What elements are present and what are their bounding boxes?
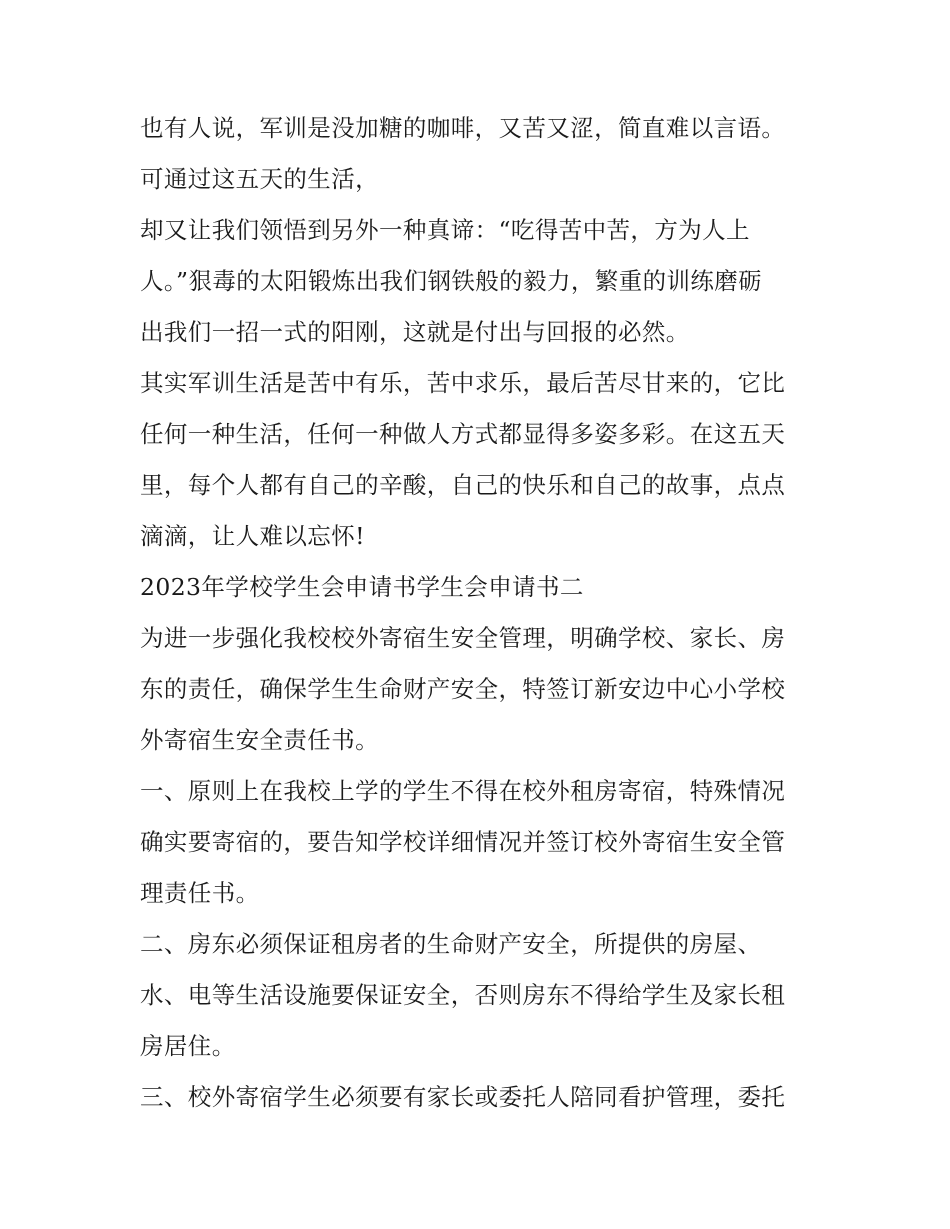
text-line: 也有人说，军训是没加糖的咖啡，又苦又涩，简直难以言语。 xyxy=(140,114,786,142)
text-line: 三、校外寄宿学生必须要有家长或委托人陪同看护管理，委托 xyxy=(140,1083,786,1111)
text-line: 外寄宿生安全责任书。 xyxy=(140,726,379,754)
text-line: 人。”狠毒的太阳锻炼出我们钢铁般的毅力，繁重的训练磨砺 xyxy=(140,267,763,295)
text-line: 里，每个人都有自己的辛酸，自己的快乐和自己的故事，点点 xyxy=(140,471,786,499)
text-line: 其实军训生活是苦中有乐，苦中求乐，最后苦尽甘来的，它比 xyxy=(140,369,786,397)
text-line: 东的责任，确保学生生命财产安全，特签订新安边中心小学校 xyxy=(140,675,786,703)
text-line: 却又让我们领悟到另外一种真谛：“吃得苦中苦，方为人上 xyxy=(140,216,750,244)
text-line: 二、房东必须保证租房者的生命财产安全，所提供的房屋、 xyxy=(140,930,762,958)
section-heading: 2023年学校学生会申请书学生会申请书二 xyxy=(140,573,584,601)
document-body xyxy=(140,103,820,1123)
text-line: 出我们一招一式的阳刚，这就是付出与回报的必然。 xyxy=(140,318,690,346)
text-line: 理责任书。 xyxy=(140,879,260,907)
text-line: 滴滴，让人难以忘怀! xyxy=(140,522,365,550)
text-line: 房居住。 xyxy=(140,1032,236,1060)
text-line: 任何一种生活，任何一种做人方式都显得多姿多彩。在这五天 xyxy=(140,420,786,448)
text-line: 一、原则上在我校上学的学生不得在校外租房寄宿，特殊情况 xyxy=(140,777,786,805)
text-line: 确实要寄宿的，要告知学校详细情况并签订校外寄宿生安全管 xyxy=(140,828,786,856)
text-line: 为进一步强化我校校外寄宿生安全管理，明确学校、家长、房 xyxy=(140,624,786,652)
text-line: 可通过这五天的生活， xyxy=(140,165,379,193)
text-line: 水、电等生活设施要保证安全，否则房东不得给学生及家长租 xyxy=(140,981,786,1009)
